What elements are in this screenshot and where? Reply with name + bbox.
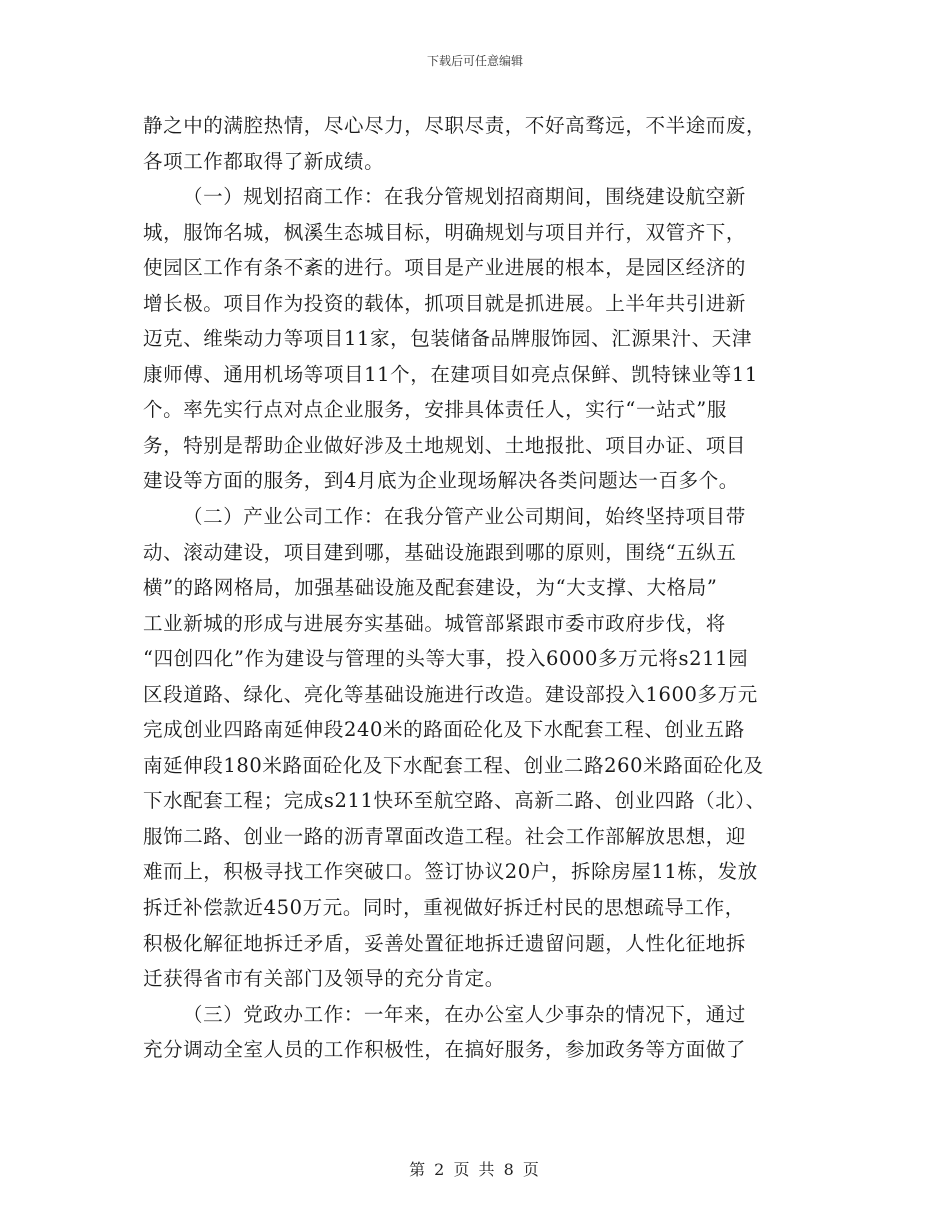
text-line: 各项工作都取得了新成绩。 xyxy=(143,149,385,173)
text-line: 个。率先实行点对点企业服务，安排具体责任人，实行“一站式”服 xyxy=(143,398,727,422)
text-line: 充分调动全室人员的工作积极性，在搞好服务，参加政务等方面做了 xyxy=(143,1038,747,1062)
text-line: “四创四化”作为建设与管理的头等大事，投入6000多万元将s211园 xyxy=(143,647,749,671)
text-line: 积极化解征地拆迁矛盾，妥善处置征地拆迁遗留问题，人性化征地拆 xyxy=(143,931,747,955)
text-line: 增长极。项目作为投资的载体，抓项目就是抓进展。上半年共引进新 xyxy=(143,291,747,315)
text-line: 迁获得省市有关部门及领导的充分肯定。 xyxy=(143,967,505,991)
text-line: 难而上，积极寻找工作突破口。签订协议20户，拆除房屋11栋，发放 xyxy=(143,860,758,884)
paragraph-first-line: （三）党政办工作：一年来，在办公室人少事杂的情况下，通过 xyxy=(183,1002,746,1026)
text-line: 完成创业四路南延伸段240米的路面砼化及下水配套工程、创业五路 xyxy=(143,718,745,742)
text-line: 使园区工作有条不紊的进行。项目是产业进展的根本，是园区经济的 xyxy=(143,256,747,280)
text-line: 下水配套工程；完成s211快环至航空路、高新二路、创业四路（北）、 xyxy=(143,789,766,813)
text-line: 静之中的满腔热情，尽心尽力，尽职尽责，不好高骛远，不半途而废， xyxy=(143,114,767,137)
document-body xyxy=(143,108,803,1068)
page-footer: 第 2 页 共 8 页 xyxy=(409,1160,541,1179)
paragraph-first-line: （二）产业公司工作：在我分管产业公司期间，始终坚持项目带 xyxy=(183,505,746,529)
text-line: 区段道路、绿化、亮化等基础设施进行改造。建设部投入1600多万元 xyxy=(143,682,758,706)
text-line: 迈克、维柴动力等项目11家，包装储备品牌服饰园、汇源果汁、天津 xyxy=(143,327,752,351)
text-line: 服饰二路、创业一路的沥青罩面改造工程。社会工作部解放思想，迎 xyxy=(143,824,747,848)
page-header: 下载后可任意编辑 xyxy=(426,54,523,68)
text-line: 拆迁补偿款近450万元。同时，重视做好拆迁村民的思想疏导工作， xyxy=(143,896,745,920)
text-line: 工业新城的形成与进展夯实基础。城管部紧跟市委市政府步伐，将 xyxy=(143,611,726,635)
text-line: 动、滚动建设，项目建到哪，基础设施跟到哪的原则，围绕“五纵五 xyxy=(143,540,737,564)
text-line: 横”的路网格局，加强基础设施及配套建设，为“大支撑、大格局” xyxy=(143,576,718,600)
text-line: 务，特别是帮助企业做好涉及土地规划、土地报批、项目办证、项目 xyxy=(143,433,747,457)
text-line: 城，服饰名城，枫溪生态城目标，明确规划与项目并行，双管齐下， xyxy=(143,220,747,244)
text-line: 建设等方面的服务，到4月底为企业现场解决各类问题达一百多个。 xyxy=(143,469,739,493)
paragraph-first-line: （一）规划招商工作：在我分管规划招商期间，围绕建设航空新 xyxy=(183,185,746,209)
text-line: 南延伸段180米路面砼化及下水配套工程、创业二路260米路面砼化及 xyxy=(143,753,764,777)
text-line: 康师傅、通用机场等项目11个，在建项目如亮点保鲜、凯特铼业等11 xyxy=(143,362,758,386)
